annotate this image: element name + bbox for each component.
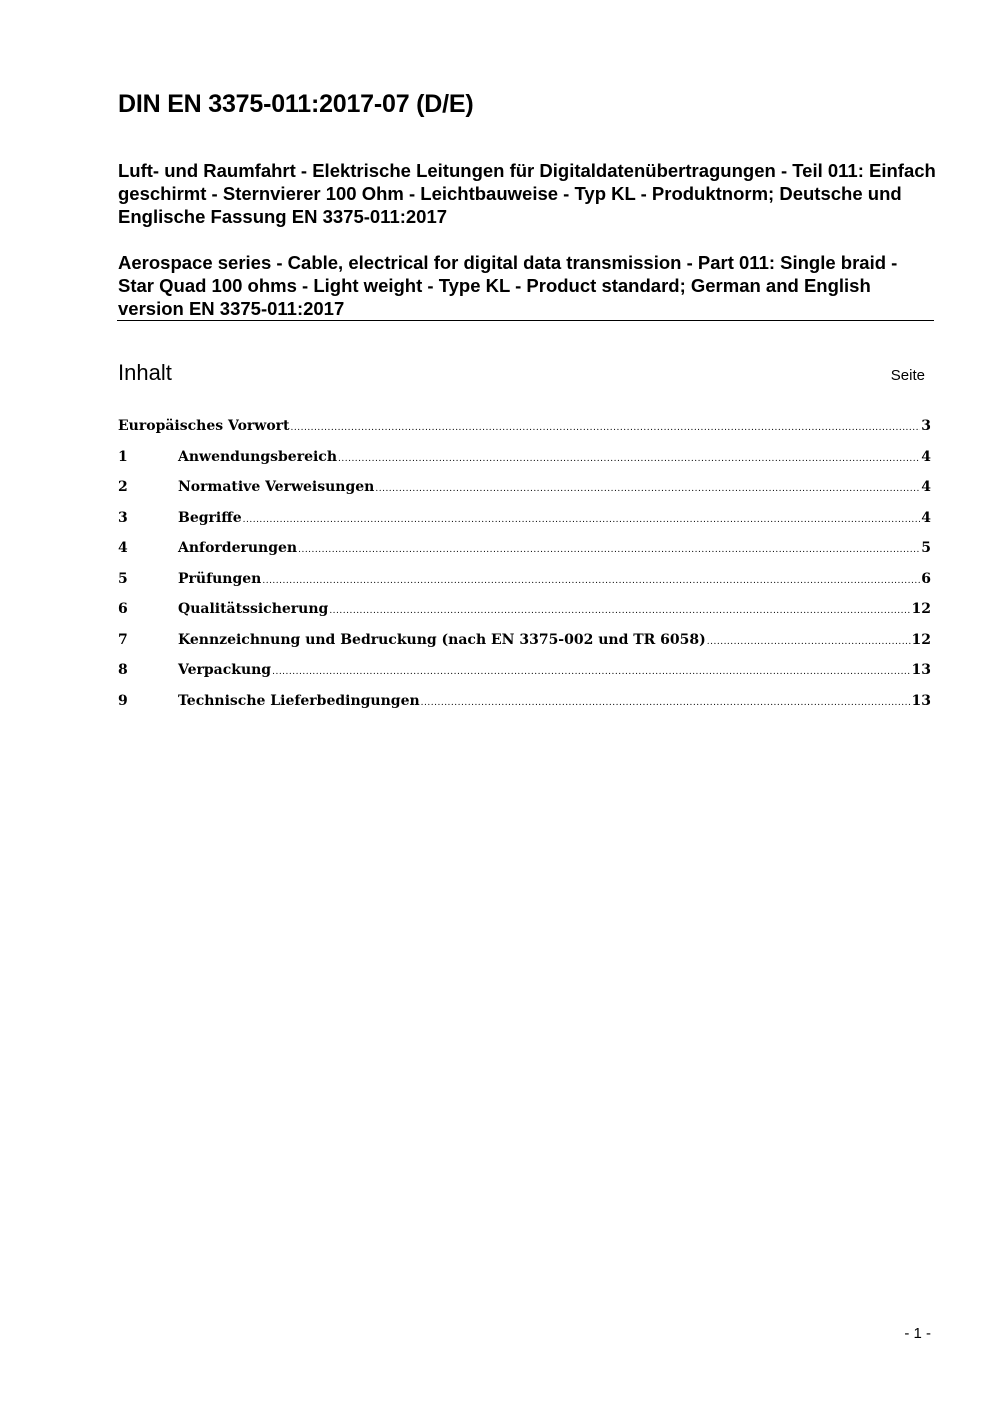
page-number: - 1 - xyxy=(904,1325,931,1342)
toc-dot-leader xyxy=(707,637,911,647)
toc-entry-page: 12 xyxy=(911,601,931,617)
toc-entry-number: 8 xyxy=(118,662,128,678)
toc-entry-label: Begriffe xyxy=(178,509,242,526)
toc-entry-label: Prüfungen xyxy=(178,570,262,587)
toc-entry-number: 2 xyxy=(118,479,128,495)
toc-entry-page: 13 xyxy=(911,662,931,678)
subtitle-english: Aerospace series - Cable, electrical for digital data transmission - Part 011: Single braid - Star Quad 100 ohms - Light weight - Type KL - Product standard; German and English version EN 3375-011:2017 xyxy=(118,252,898,319)
toc-entry-number: 1 xyxy=(118,448,128,465)
toc-dot-leader xyxy=(272,667,910,677)
toc-entry-label: Verpackung xyxy=(178,662,272,678)
toc-dot-leader xyxy=(338,454,920,464)
toc-entry-page: 6 xyxy=(921,570,931,587)
toc-entry-number: 9 xyxy=(118,692,128,709)
toc-entry-3[interactable] xyxy=(118,510,931,541)
toc-entry-label: Europäisches Vorwort xyxy=(118,418,290,434)
toc-dot-leader xyxy=(262,576,920,586)
toc-entry-5[interactable] xyxy=(118,571,931,602)
title-divider xyxy=(117,320,934,321)
toc-dot-leader xyxy=(291,423,921,433)
toc-entry-7[interactable] xyxy=(118,632,931,663)
toc-entry-label: Kennzeichnung und Bedruckung (nach EN 3375-002 und TR 6058) xyxy=(178,631,706,648)
toc-entry-number: 7 xyxy=(118,631,128,648)
toc-heading: Inhalt xyxy=(118,360,172,385)
toc-entry-vorwort[interactable] xyxy=(118,418,931,449)
toc-entry-label: Normative Verweisungen xyxy=(178,479,375,495)
toc-entry-page: 3 xyxy=(921,418,931,434)
document-title: DIN EN 3375-011:2017-07 (D/E) xyxy=(118,90,474,118)
toc-entry-9[interactable] xyxy=(118,693,931,724)
toc-entry-label: Anwendungsbereich xyxy=(178,448,337,465)
toc-dot-leader xyxy=(421,698,911,708)
toc-dot-leader xyxy=(329,606,910,616)
toc-page-label: Seite xyxy=(890,367,925,384)
toc-entry-page: 12 xyxy=(911,631,931,648)
toc-entry-label: Anforderungen xyxy=(178,540,298,556)
toc-dot-leader xyxy=(298,545,920,555)
toc-entry-2[interactable] xyxy=(118,479,931,510)
toc-entry-4[interactable] xyxy=(118,540,931,571)
toc-entry-8[interactable] xyxy=(118,662,931,693)
toc-entry-page: 4 xyxy=(921,479,931,495)
subtitle-german: Luft- und Raumfahrt - Elektrische Leitungen für Digitaldatenübertragungen - Teil 011: Einfach geschirmt - Sternvierer 100 Ohm - Leichtbauweise - Typ KL - Produktnorm; Deutsche und Englische Fassung EN 3375-011:2017 xyxy=(118,160,936,227)
toc-entry-6[interactable] xyxy=(118,601,931,632)
toc-entry-label: Qualitätssicherung xyxy=(178,601,329,617)
toc-dot-leader xyxy=(243,515,921,525)
toc-entry-page: 4 xyxy=(921,448,931,465)
toc-entry-label: Technische Lieferbedingungen xyxy=(178,692,420,709)
toc-entry-number: 6 xyxy=(118,601,128,617)
toc-entry-1[interactable] xyxy=(118,449,931,480)
toc-entry-page: 4 xyxy=(921,509,931,526)
toc-entry-number: 4 xyxy=(118,540,128,556)
table-of-contents xyxy=(118,418,931,723)
toc-entry-number: 5 xyxy=(118,570,128,587)
toc-dot-leader xyxy=(375,484,920,494)
toc-entry-page: 13 xyxy=(911,692,931,709)
toc-entry-number: 3 xyxy=(118,509,128,526)
toc-entry-page: 5 xyxy=(921,540,931,556)
